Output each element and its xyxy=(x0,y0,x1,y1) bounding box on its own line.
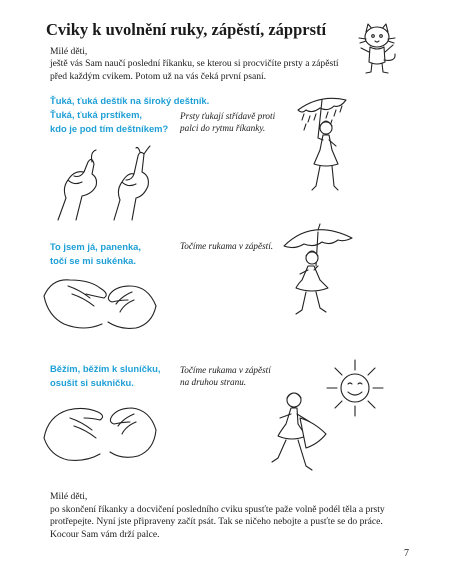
outro-line: Kocour Sam vám drží palce. xyxy=(50,528,160,540)
rhyme-line: točí se mi sukénka. xyxy=(50,255,136,266)
instruction-line: Prsty ťukají střídavě proti xyxy=(180,111,276,121)
intro-line: před každým cvikem. Potom už na vás čeká první psaní. xyxy=(50,70,267,82)
instruction-line: Točíme rukama v zápěstí. xyxy=(180,241,274,251)
instruction-line: na druhou stranu. xyxy=(180,377,247,388)
outro-line: po skončení říkanky a docvičení posledního cviku spusťte paže volně podél těla a prsty xyxy=(50,503,385,515)
hands-rotating-reverse-icon xyxy=(40,394,160,464)
rhyme-line: osušit si sukničku. xyxy=(50,377,134,388)
exercise-3-rhyme xyxy=(50,362,160,390)
exercise-2-instruction xyxy=(180,240,273,252)
intro-paragraph xyxy=(50,46,365,83)
exercise-1-instruction xyxy=(180,110,275,135)
outro-greeting: Milé děti, xyxy=(50,491,88,502)
exercise-2-rhyme xyxy=(50,240,141,268)
outro-paragraph xyxy=(50,491,410,541)
girl-running-icon xyxy=(266,388,334,482)
hands-rotating-icon xyxy=(40,266,160,334)
hands-tapping-icon xyxy=(52,142,167,222)
rhyme-line: kdo je pod tím deštníkem? xyxy=(50,123,169,134)
intro-line: ještě vás Sam naučí poslední říkanku, se kterou si procvičíte prsty a zápěstí xyxy=(50,58,339,70)
outro-line: protřepejte. Nyní jste připraveny začít psát. Tak se ničeho nebojte a pusťte se do práce. xyxy=(50,516,383,528)
page-number: 7 xyxy=(404,548,409,559)
page-title: Cviky k uvolnění ruky, zápěstí, zápprstí xyxy=(46,20,327,39)
girl-umbrella-rain-icon xyxy=(296,94,358,202)
rhyme-line: To jsem já, panenka, xyxy=(50,241,142,252)
rhyme-line: Běžím, běžím k sluníčku, xyxy=(50,363,161,374)
girl-umbrella-icon xyxy=(282,222,356,320)
rhyme-line: Ťuká, ťuká deštík na široký deštník. xyxy=(50,95,210,106)
instruction-line: Točíme rukama v zápěstí xyxy=(180,365,271,375)
rhyme-line: Ťuká, ťuká prstíkem, xyxy=(50,109,143,120)
intro-greeting: Milé děti, xyxy=(50,46,88,57)
instruction-line: palci do rytmu říkanky. xyxy=(180,123,266,134)
exercise-3-instruction xyxy=(180,364,271,389)
